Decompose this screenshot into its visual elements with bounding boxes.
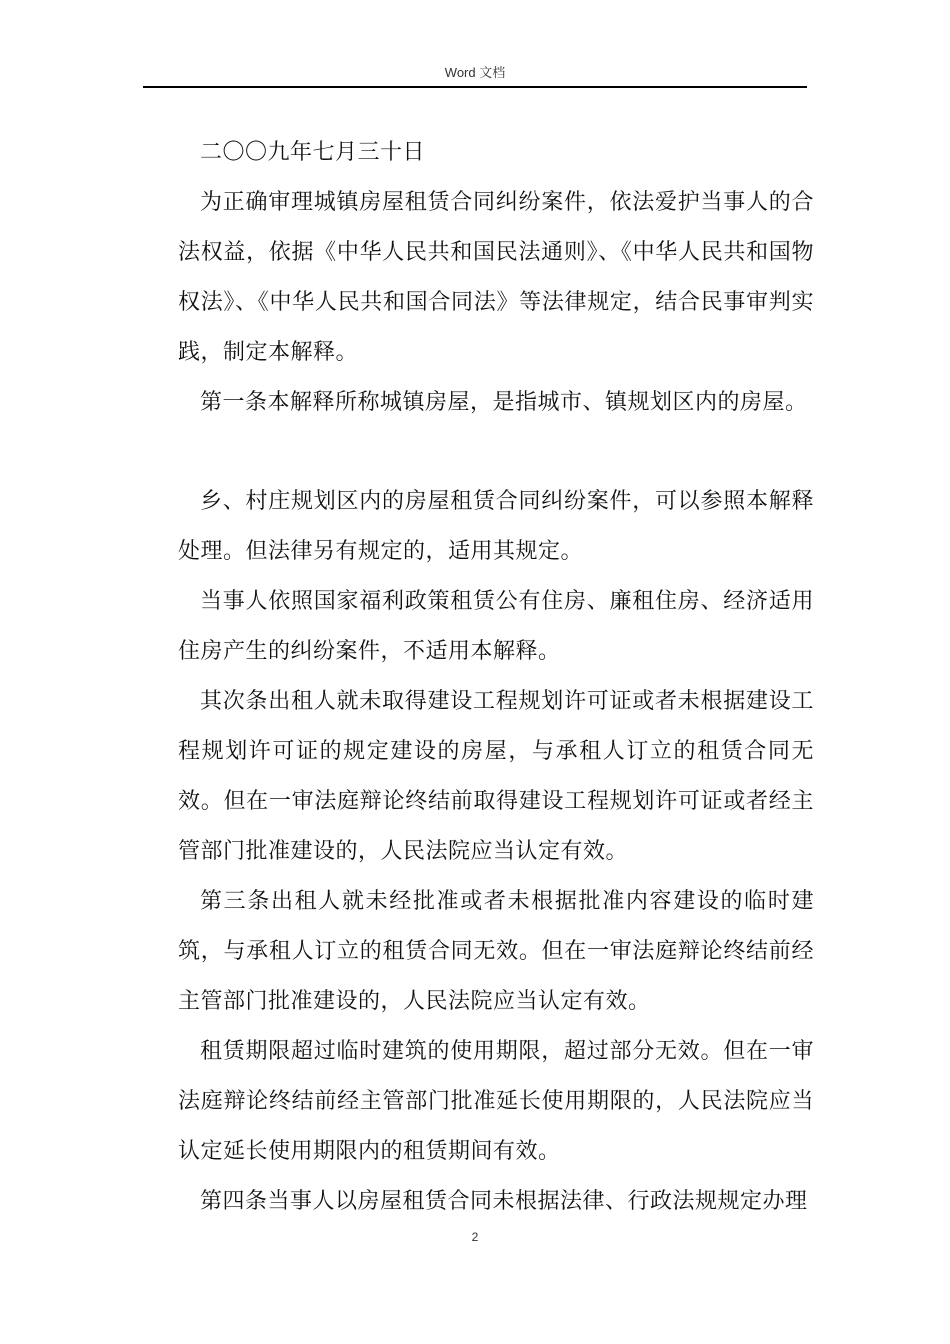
lease-term-paragraph: 租赁期限超过临时建筑的使用期限，超过部分无效。但在一审法庭辩论终结前经主管部门批准延长使用期限的，人民法院应当认定延长使用期限内的租赁期间有效。 (178, 1039, 814, 1164)
article-2-paragraph: 其次条出租人就未取得建设工程规划许可证或者未根据建设工程规划许可证的规定建设的房屋，与承租人订立的租赁合同无效。但在一审法庭辩论终结前取得建设工程规划许可证或者经主管部门批准建设的，人民法院应当认定有效。 (178, 689, 814, 864)
page-number: 2 (471, 1230, 479, 1244)
public-housing-paragraph: 当事人依照国家福利政策租赁公有住房、廉租住房、经济适用住房产生的纠纷案件，不适用本解释。 (178, 589, 814, 664)
article-1-paragraph: 第一条本解释所称城镇房屋，是指城市、镇规划区内的房屋。 (200, 390, 808, 415)
paragraph-gap (178, 428, 814, 477)
document-body (178, 128, 814, 1227)
rural-housing-paragraph: 乡、村庄规划区内的房屋租赁合同纠纷案件，可以参照本解释处理。但法律另有规定的，适用其规定。 (178, 489, 814, 564)
header-divider (143, 86, 807, 88)
preamble-paragraph: 为正确审理城镇房屋租赁合同纠纷案件，依法爱护当事人的合法权益，依据《中华人民共和国民法通则》、《中华人民共和国物权法》、《中华人民共和国合同法》等法律规定，结合民事审判实践，制定本解释。 (178, 190, 814, 365)
page-header-title: Word 文档 (444, 65, 506, 80)
article-4-paragraph: 第四条当事人以房屋租赁合同未根据法律、行政法规规定办理 (200, 1189, 808, 1214)
date-line: 二〇〇九年七月三十日 (200, 140, 426, 165)
article-3-paragraph: 第三条出租人就未经批准或者未根据批准内容建设的临时建筑，与承租人订立的租赁合同无效。但在一审法庭辩论终结前经主管部门批准建设的，人民法院应当认定有效。 (178, 889, 814, 1014)
